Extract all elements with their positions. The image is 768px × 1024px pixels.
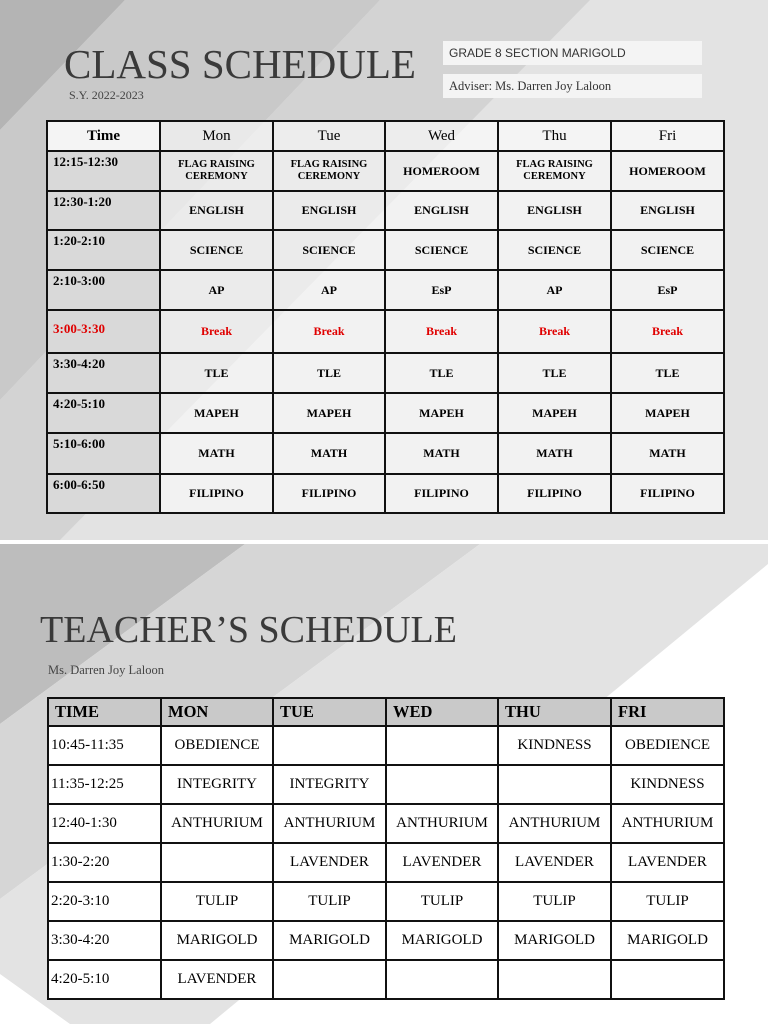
subject-cell: MAPEH [498,393,611,433]
section-cell [273,960,386,999]
subject-cell: Break [611,310,724,353]
column-header-day: Fri [611,121,724,151]
section-cell [611,960,724,999]
time-slot: 12:15-12:30 [47,151,160,191]
section-cell: MARIGOLD [273,921,386,960]
subject-cell: AP [498,270,611,310]
subject-cell: MAPEH [611,393,724,433]
section-cell: TULIP [498,882,611,921]
section-cell: MARIGOLD [611,921,724,960]
subject-cell: AP [160,270,273,310]
section-cell: LAVENDER [611,843,724,882]
column-header-time: TIME [48,698,161,726]
subject-cell: FILIPINO [611,474,724,513]
section-cell: LAVENDER [386,843,498,882]
time-slot: 2:20-3:10 [48,882,161,921]
time-slot: 5:10-6:00 [47,433,160,474]
subject-cell: SCIENCE [385,230,498,270]
subject-cell: ENGLISH [273,191,385,230]
class-schedule-title: CLASS SCHEDULE [64,41,416,87]
subject-cell: TLE [273,353,385,393]
teacher-schedule-slide [0,544,768,1024]
subject-cell: TLE [611,353,724,393]
section-cell: ANTHURIUM [498,804,611,843]
section-cell: ANTHURIUM [161,804,273,843]
subject-cell: FLAG RAISING CEREMONY [498,151,611,191]
section-cell: INTEGRITY [161,765,273,804]
teacher-table-header-row [48,698,724,726]
time-slot: 6:00-6:50 [47,474,160,513]
section-cell: OBEDIENCE [161,726,273,765]
section-cell [161,843,273,882]
subject-cell: AP [273,270,385,310]
subject-cell: EsP [385,270,498,310]
subject-cell: SCIENCE [498,230,611,270]
subject-cell: HOMEROOM [385,151,498,191]
subject-cell: FILIPINO [498,474,611,513]
section-cell: INTEGRITY [273,765,386,804]
subject-cell: ENGLISH [498,191,611,230]
section-cell: TULIP [386,882,498,921]
grade-section-box: GRADE 8 SECTION MARIGOLD [443,41,702,65]
section-cell: TULIP [611,882,724,921]
time-slot: 1:20-2:10 [47,230,160,270]
subject-cell: TLE [385,353,498,393]
section-cell: KINDNESS [611,765,724,804]
section-cell: TULIP [161,882,273,921]
time-slot: 4:20-5:10 [48,960,161,999]
subject-cell: Break [160,310,273,353]
adviser-box: Adviser: Ms. Darren Joy Laloon [443,74,702,98]
section-cell [386,726,498,765]
school-year: S.Y. 2022-2023 [69,88,144,102]
section-cell: ANTHURIUM [386,804,498,843]
subject-cell: FILIPINO [160,474,273,513]
column-header-day: TUE [273,698,386,726]
column-header-day: Wed [385,121,498,151]
section-cell [386,765,498,804]
subject-cell: EsP [611,270,724,310]
subject-cell: FILIPINO [273,474,385,513]
schedule-row [48,921,724,960]
subject-cell: FLAG RAISING CEREMONY [273,151,385,191]
time-slot: 1:30-2:20 [48,843,161,882]
time-slot: 3:00-3:30 [47,310,160,353]
schedule-row [48,843,724,882]
schedule-row [47,474,724,513]
column-header-day: Mon [160,121,273,151]
column-header-day: Thu [498,121,611,151]
section-cell: LAVENDER [273,843,386,882]
section-cell [498,765,611,804]
teacher-name: Ms. Darren Joy Laloon [48,663,164,677]
schedule-row [47,310,724,353]
subject-cell: FILIPINO [385,474,498,513]
time-slot: 11:35-12:25 [48,765,161,804]
subject-cell: Break [498,310,611,353]
subject-cell: MATH [385,433,498,474]
column-header-day: THU [498,698,611,726]
schedule-row [48,882,724,921]
section-cell: TULIP [273,882,386,921]
column-header-day: FRI [611,698,724,726]
subject-cell: SCIENCE [160,230,273,270]
section-cell: ANTHURIUM [273,804,386,843]
schedule-row [47,191,724,230]
subject-cell: ENGLISH [611,191,724,230]
section-cell [498,960,611,999]
subject-cell: SCIENCE [611,230,724,270]
subject-cell: TLE [498,353,611,393]
subject-cell: SCIENCE [273,230,385,270]
schedule-row [47,230,724,270]
section-cell: MARIGOLD [498,921,611,960]
subject-cell: MATH [273,433,385,474]
schedule-row [48,960,724,999]
time-slot: 4:20-5:10 [47,393,160,433]
section-cell: MARIGOLD [161,921,273,960]
class-table-header-row [47,121,724,151]
column-header-time: Time [47,121,160,151]
section-cell: LAVENDER [498,843,611,882]
subject-cell: MATH [611,433,724,474]
subject-cell: MAPEH [385,393,498,433]
section-cell: MARIGOLD [386,921,498,960]
subject-cell: MAPEH [160,393,273,433]
section-cell: KINDNESS [498,726,611,765]
subject-cell: HOMEROOM [611,151,724,191]
time-slot: 12:40-1:30 [48,804,161,843]
section-cell: OBEDIENCE [611,726,724,765]
schedule-row [47,393,724,433]
schedule-row [47,433,724,474]
subject-cell: FLAG RAISING CEREMONY [160,151,273,191]
schedule-row [48,765,724,804]
column-header-day: WED [386,698,498,726]
schedule-row [47,270,724,310]
column-header-day: Tue [273,121,385,151]
subject-cell: MATH [160,433,273,474]
section-cell: LAVENDER [161,960,273,999]
schedule-row [48,804,724,843]
section-cell [273,726,386,765]
subject-cell: Break [385,310,498,353]
subject-cell: TLE [160,353,273,393]
time-slot: 10:45-11:35 [48,726,161,765]
section-cell [386,960,498,999]
time-slot: 2:10-3:00 [47,270,160,310]
class-schedule-table [46,120,725,514]
teacher-schedule-table [47,697,725,1000]
subject-cell: ENGLISH [385,191,498,230]
subject-cell: MATH [498,433,611,474]
subject-cell: Break [273,310,385,353]
teacher-schedule-title: TEACHER’S SCHEDULE [40,609,457,651]
schedule-row [48,726,724,765]
section-cell: ANTHURIUM [611,804,724,843]
column-header-day: MON [161,698,273,726]
time-slot: 3:30-4:20 [48,921,161,960]
subject-cell: MAPEH [273,393,385,433]
subject-cell: ENGLISH [160,191,273,230]
time-slot: 3:30-4:20 [47,353,160,393]
time-slot: 12:30-1:20 [47,191,160,230]
schedule-row [47,151,724,191]
schedule-row [47,353,724,393]
